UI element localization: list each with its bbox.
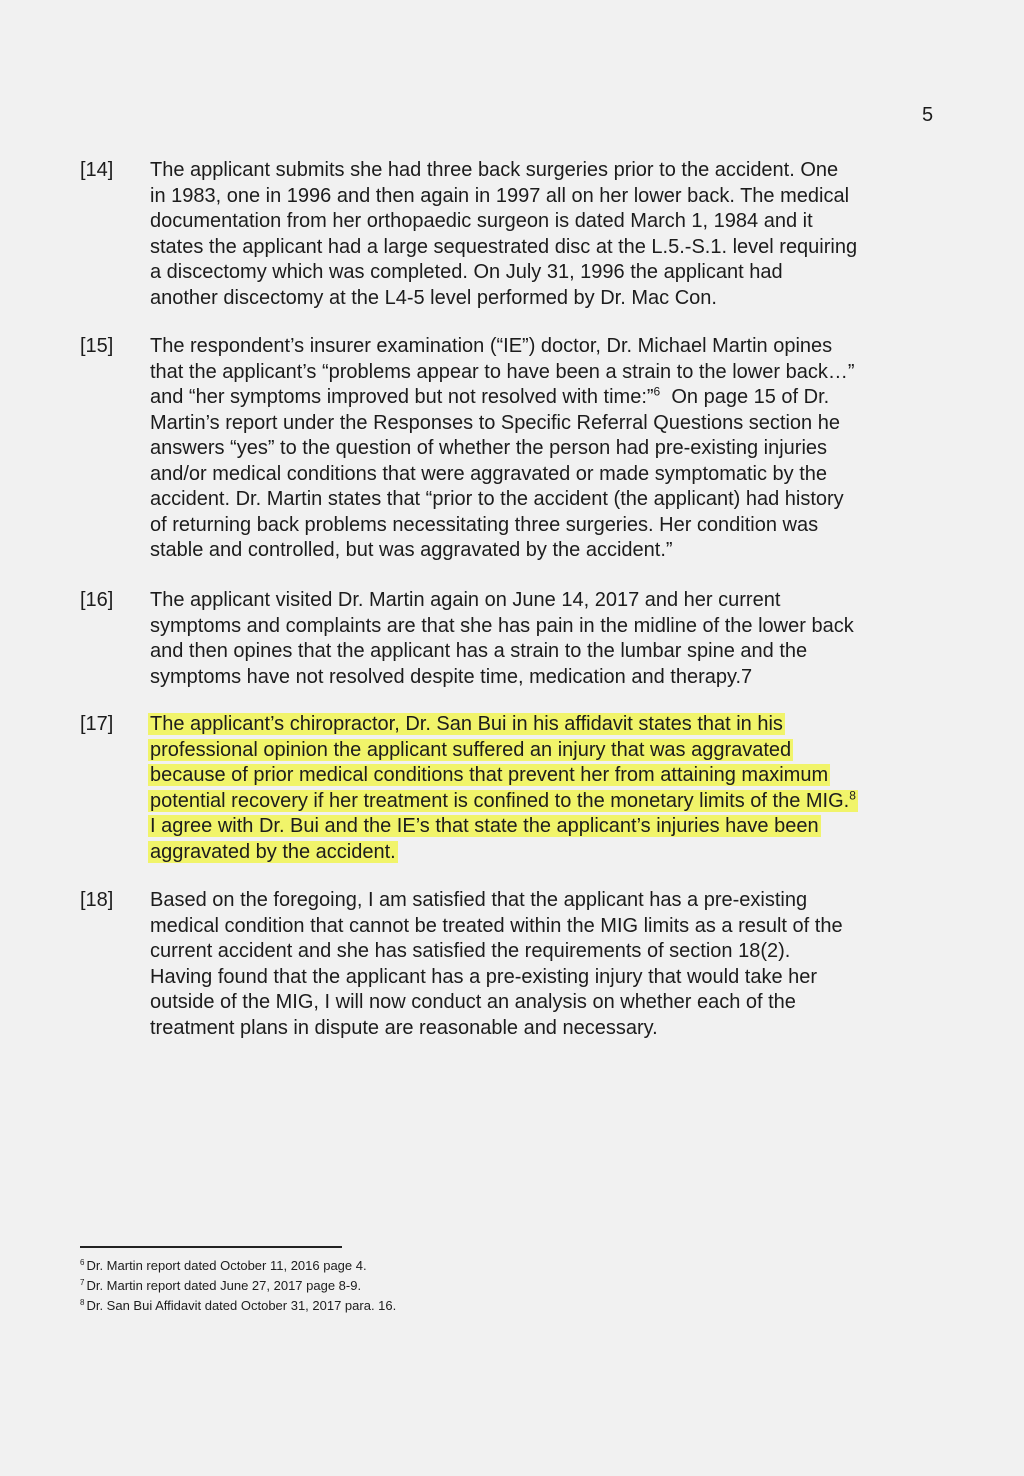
- line-text-content: symptoms have not resolved despite time, medication and therapy.7: [150, 665, 753, 688]
- line-text-content: because of prior medical conditions that prevent her from attaining maximum: [150, 764, 829, 786]
- line-text: [150, 1017, 658, 1039]
- paragraph-number: [18]: [80, 889, 114, 911]
- line-text-content: Based on the foregoing, I am satisfied that the applicant has a pre-existing: [150, 889, 808, 911]
- highlighted-text: [148, 764, 830, 786]
- paragraph-text: [150, 334, 854, 564]
- line-text: [150, 889, 807, 911]
- line-text: [150, 640, 807, 662]
- text-line: [150, 158, 857, 184]
- text-line: [150, 738, 858, 764]
- line-text-content: Martin’s report under the Responses to Specific Referral Questions section he: [150, 411, 840, 434]
- line-text-content: in 1983, one in 1996 and then again in 1997 all on her lower back. The medical: [150, 184, 850, 207]
- footnote-separator: [80, 1246, 342, 1248]
- line-text-content: potential recovery if her treatment is confined to the monetary limits of the MIG.: [150, 789, 850, 812]
- text-line: [150, 939, 843, 965]
- footnote-text: Dr. San Bui Affidavit dated October 31, 2017 para. 16.: [86, 1298, 397, 1313]
- line-text-content: The respondent’s insurer examination (“IE”) doctor, Dr. Michael Martin opines: [150, 335, 833, 357]
- text-line: [150, 209, 857, 235]
- line-text: [150, 159, 838, 181]
- line-text: [150, 514, 818, 536]
- line-text-content: symptoms and complaints are that she has pain in the midline of the lower back: [150, 614, 854, 637]
- paragraph-number: [14]: [80, 159, 114, 181]
- text-line: [150, 385, 854, 411]
- line-text-content: and then opines that the applicant has a strain to the lumbar spine and the: [150, 640, 808, 662]
- footnote-8: [80, 1296, 396, 1316]
- line-text: [150, 915, 843, 937]
- footnote-mark: 8: [80, 1297, 85, 1307]
- paragraph-number: [16]: [80, 589, 114, 611]
- paragraph-number: [17]: [80, 713, 114, 735]
- text-line: [150, 614, 854, 640]
- line-text-content: and/or medical conditions that were aggravated or made symptomatic by the: [150, 462, 828, 485]
- line-text: [150, 940, 790, 962]
- footnote-mark: 6: [80, 1257, 85, 1267]
- footnotes: [80, 1256, 396, 1316]
- line-text-content: accident. Dr. Martin states that “prior to the accident (the applicant) had history: [150, 488, 844, 510]
- text-line: [150, 914, 843, 940]
- text-line: [150, 462, 854, 488]
- highlighted-text: [148, 739, 793, 761]
- line-text-content: states the applicant had a large sequestrated disc at the L.5.-S.1. level requiring: [150, 235, 858, 258]
- text-line: [150, 334, 854, 360]
- paragraph-text: [150, 712, 858, 865]
- line-text-content: medical condition that cannot be treated within the MIG limits as a result of the: [150, 914, 843, 937]
- text-line: [150, 487, 854, 513]
- text-line: [150, 763, 858, 789]
- text-line: [150, 184, 857, 210]
- text-line: [150, 260, 857, 286]
- text-line: [150, 888, 843, 914]
- line-text: [150, 412, 840, 434]
- text-line: [150, 411, 854, 437]
- line-text-content: The applicant submits she had three back surgeries prior to the accident. One: [150, 159, 839, 181]
- line-text: [150, 615, 854, 637]
- line-text-content: aggravated by the accident.: [150, 840, 396, 863]
- footnote-reference: 6: [653, 384, 661, 399]
- line-text-content: professional opinion the applicant suffered an injury that was aggravated: [150, 738, 792, 761]
- line-text: [150, 185, 849, 207]
- line-text-content: treatment plans in dispute are reasonable and necessary.: [150, 1016, 658, 1039]
- footnote-mark: 7: [80, 1277, 85, 1287]
- line-text: [150, 236, 857, 258]
- footnote-text: Dr. Martin report dated October 11, 2016 page 4.: [86, 1258, 367, 1273]
- line-text-content: another discectomy at the L4-5 level performed by Dr. Mac Con.: [150, 286, 717, 309]
- line-text: [150, 966, 817, 988]
- highlighted-text: [148, 841, 398, 863]
- line-text-content: I agree with Dr. Bui and the IE’s that state the applicant’s injuries have been: [150, 815, 819, 837]
- paragraph-text: [150, 158, 857, 311]
- text-line: [150, 1016, 843, 1042]
- footnote-7: [80, 1276, 396, 1296]
- text-line: [150, 814, 858, 840]
- line-text: [150, 210, 813, 232]
- line-text: [150, 539, 673, 561]
- text-line: [150, 513, 854, 539]
- footnote-reference: 8: [849, 787, 856, 802]
- paragraph-text: [150, 588, 854, 690]
- line-text: [150, 488, 844, 510]
- line-text-content: answers “yes” to the question of whether the person had pre-existing injuries: [150, 437, 828, 459]
- line-text: [150, 386, 829, 408]
- highlighted-text: [148, 787, 858, 812]
- line-text: [150, 261, 783, 283]
- line-text-content: Having found that the applicant has a pre-existing injury that would take her: [150, 965, 818, 988]
- text-line: [150, 235, 857, 261]
- text-line: [150, 436, 854, 462]
- line-text-content: of returning back problems necessitating three surgeries. Her condition was: [150, 513, 819, 536]
- line-text-content: documentation from her orthopaedic surgeon is dated March 1, 1984 and it: [150, 210, 813, 232]
- text-line: [150, 360, 854, 386]
- line-text: [150, 437, 827, 459]
- line-text-content: that the applicant’s “problems appear to have been a strain to the lower back…”: [150, 360, 855, 383]
- line-text-content: a discectomy which was completed. On July 31, 1996 the applicant had: [150, 261, 783, 283]
- text-line: [150, 990, 843, 1016]
- line-text: [150, 589, 780, 611]
- line-text: [150, 361, 854, 383]
- line-text: [150, 287, 717, 309]
- footnote-6: [80, 1256, 396, 1276]
- text-line: [150, 286, 857, 312]
- line-text: [150, 463, 827, 485]
- line-text: [150, 666, 752, 688]
- text-line: [150, 789, 858, 815]
- paragraph-text: [150, 888, 843, 1041]
- highlighted-text: [148, 713, 785, 735]
- text-line: [150, 639, 854, 665]
- footnote-text: Dr. Martin report dated June 27, 2017 page 8-9.: [86, 1278, 362, 1293]
- line-text: [150, 991, 796, 1013]
- line-text-content: current accident and she has satisfied the requirements of section 18(2).: [150, 940, 791, 962]
- line-text-content: The applicant visited Dr. Martin again on June 14, 2017 and her current: [150, 589, 781, 611]
- text-line: [150, 538, 854, 564]
- line-text-content: stable and controlled, but was aggravated by the accident.”: [150, 539, 673, 561]
- text-line: [150, 840, 858, 866]
- text-line: [150, 588, 854, 614]
- text-line: [150, 712, 858, 738]
- highlighted-text: [148, 815, 821, 837]
- line-text-continuation: On page 15 of Dr.: [660, 386, 830, 408]
- line-text-content: outside of the MIG, I will now conduct an analysis on whether each of the: [150, 991, 796, 1013]
- page-number: 5: [922, 104, 934, 126]
- line-text-content: The applicant’s chiropractor, Dr. San Bui in his affidavit states that in his: [150, 713, 783, 735]
- line-text-content: and “her symptoms improved but not resolved with time:”: [150, 386, 654, 408]
- text-line: [150, 965, 843, 991]
- text-line: [150, 665, 854, 691]
- line-text: [150, 335, 832, 357]
- paragraph-number: [15]: [80, 335, 114, 357]
